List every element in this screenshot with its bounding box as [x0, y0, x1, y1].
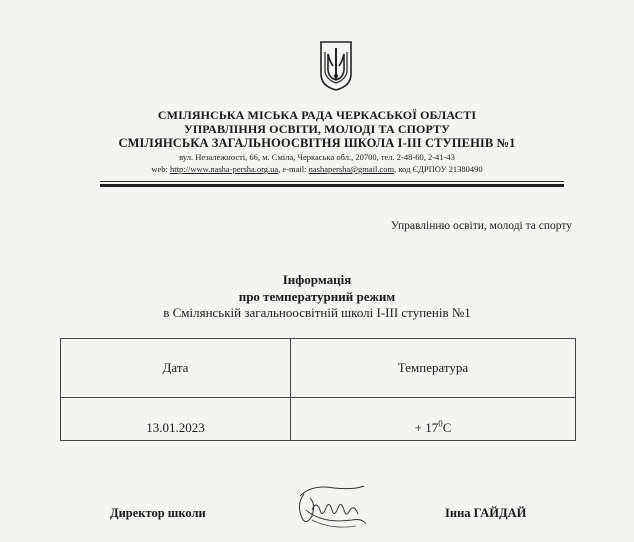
cell-date: 13.01.2023: [61, 398, 291, 441]
letterhead-school: СМІЛЯНСЬКА ЗАГАЛЬНООСВІТНЯ ШКОЛА І-ІІІ СТУПЕНІВ №1: [118, 136, 516, 150]
signatory-name: Інна ГАЙДАЙ: [445, 506, 527, 520]
degree-superscript: 0: [438, 418, 443, 429]
letterhead-contacts: [0, 164, 634, 174]
temperature-table: [60, 338, 576, 441]
letterhead-divider-thick: [100, 184, 564, 187]
cell-temperature: [291, 398, 576, 441]
recipient-line: Управлінню освіти, молоді та спорту: [390, 220, 572, 232]
temperature-unit: С: [442, 420, 452, 435]
column-header-temperature: Температура: [291, 339, 576, 398]
table-row: [61, 398, 576, 441]
document-title: Інформація: [282, 272, 352, 287]
registry-code: , код ЄДРПОУ 21380490: [394, 164, 483, 174]
signatory-position: Директор школи: [110, 506, 206, 520]
letterhead-department: УПРАВЛІННЯ ОСВІТИ, МОЛОДІ ТА СПОРТУ: [183, 122, 451, 136]
table-header-row: [61, 339, 576, 398]
letterhead-divider-thin: [100, 181, 564, 182]
temperature-value: + 17: [414, 420, 439, 435]
handwritten-signature: [282, 480, 372, 534]
web-label: web:: [151, 164, 171, 174]
document-subtitle: про температурний режим: [238, 289, 396, 304]
column-header-date: Дата: [61, 339, 291, 398]
document-subtitle-school: в Смілянській загальноосвітній школі І-ІІІ ступенів №1: [163, 305, 471, 320]
email-link[interactable]: nashapersha@gmail.com: [308, 164, 395, 174]
letterhead-council: СМІЛЯНСЬКА МІСЬКА РАДА ЧЕРКАСЬКОЇ ОБЛАСТІ: [157, 108, 477, 122]
letterhead-address: вул. Незалежності, 66, м. Сміла, Черкаська обл., 20700, тел. 2-48-60, 2-41-43: [179, 152, 455, 162]
trident-emblem-icon: [319, 40, 353, 92]
email-label: , e-mail:: [278, 164, 309, 174]
website-link[interactable]: http://www.nasha-persha.org.ua: [170, 164, 279, 174]
